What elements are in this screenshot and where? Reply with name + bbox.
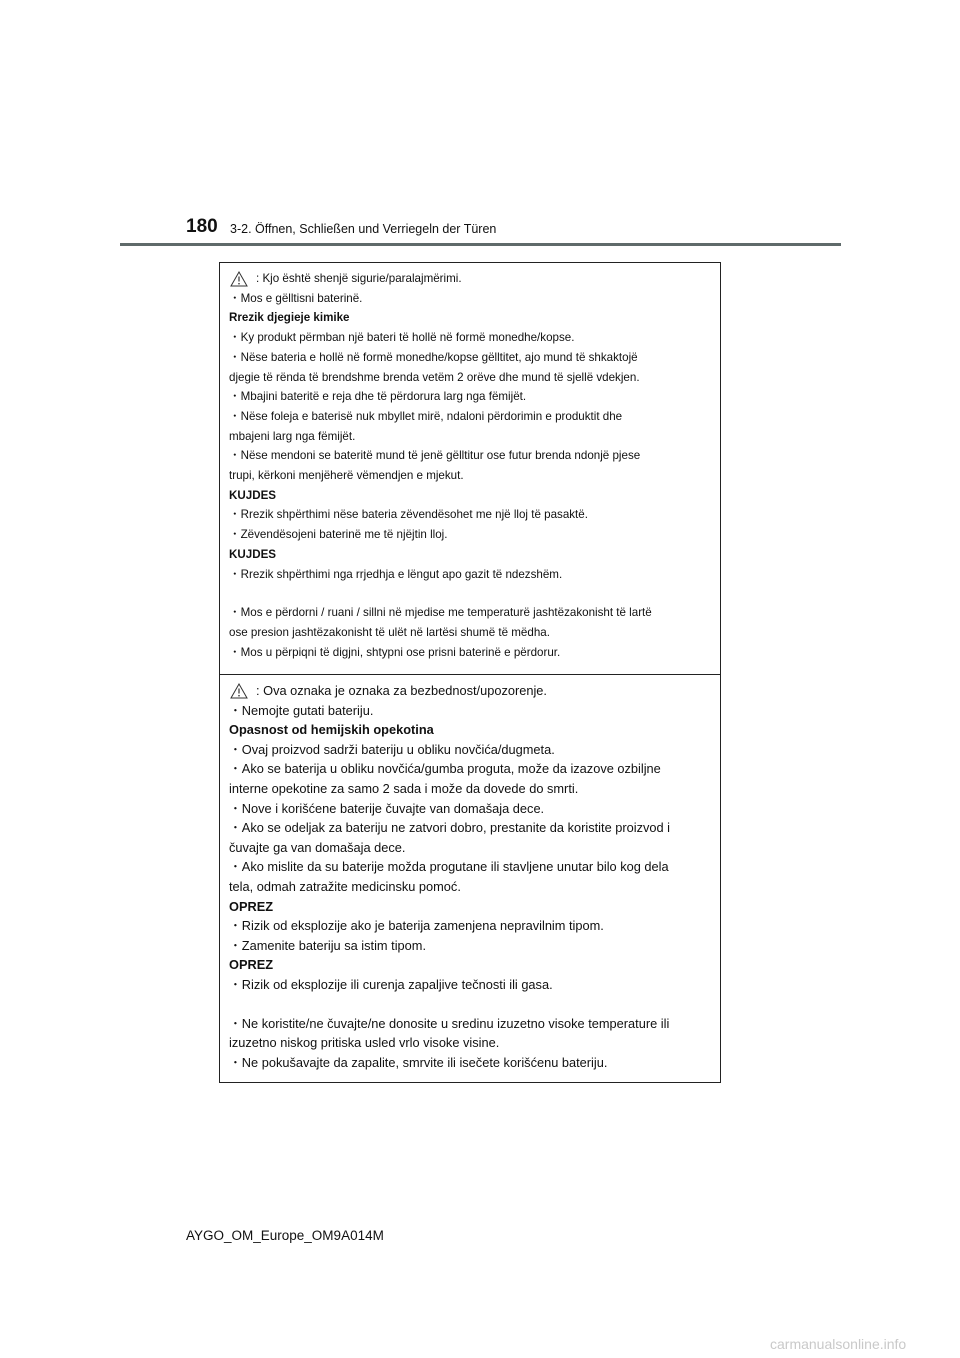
text-line: ・Mos e gëlltisni baterinë. (229, 291, 363, 305)
section-heading: OPREZ (229, 898, 274, 914)
text-line: mbajeni larg nga fëmijët. (229, 429, 356, 443)
section-heading: Rrezik djegieje kimike (229, 311, 350, 325)
text-line: ・Rrezik shpërthimi nëse bateria zëvendësohet me një lloj të pasaktë. (229, 508, 588, 522)
section-heading: Opasnost od hemijskih opekotina (229, 722, 434, 738)
warning-triangle-icon (230, 683, 248, 699)
section-heading: KUJDES (229, 547, 277, 561)
text-line: ・Ky produkt përmban një bateri të hollë në formë monedhe/kopse. (229, 331, 575, 345)
text-line: tela, odmah zatražite medicinsku pomoć. (229, 878, 461, 894)
serbian-lines (229, 701, 712, 1073)
text-line: ・Nëse foleja e baterisë nuk mbyllet mirë, ndaloni përdorimin e produktit dhe (229, 409, 623, 423)
warning-heading-text: : Ova oznaka je oznaka za bezbednost/upozorenje. (256, 683, 547, 698)
warning-heading-text: : Kjo është shenjë sigurie/paralajmërimi. (256, 272, 462, 285)
text-line: ・Zamenite bateriju sa istim tipom. (229, 937, 426, 953)
text-line: ・Mos u përpiqni të digjni, shtypni ose prisni baterinë e përdorur. (229, 645, 561, 659)
text-line: ・Mbajini bateritë e reja dhe të përdorura larg nga fëmijët. (229, 390, 527, 404)
text-line: ・Mos e përdorni / ruani / sillni në mjedise me temperaturë jashtëzakonisht të lartë (229, 606, 652, 620)
header-rule (120, 243, 841, 246)
text-line: ose presion jashtëzakonisht të ulët në lartësi shumë të mëdha. (229, 625, 550, 639)
text-line: djegie të rënda të brendshme brenda vetëm 2 orëve dhe mund të sjellë vdekjen. (229, 370, 640, 384)
warning-triangle-icon (230, 271, 248, 287)
warning-heading (229, 681, 712, 701)
warning-section-serbian (220, 675, 720, 1082)
text-line: ・Zëvendësojeni baterinë me të njëjtin lloj. (229, 528, 448, 542)
text-line: ・Ako se baterija u obliku novčića/gumba proguta, može da izazove ozbiljne (229, 761, 661, 777)
text-line: ・Nëse bateria e hollë në formë monedhe/kopse gëlltitet, ajo mund të shkaktojë (229, 350, 638, 364)
warning-box (219, 262, 721, 1083)
watermark: carmanualsonline.info (770, 1336, 907, 1352)
text-line: ・Ne pokušavajte da zapalite, smrvite ili isečete korišćenu bateriju. (229, 1054, 608, 1070)
text-line: ・Ako mislite da su baterije možda progutane ili stavljene unutar bilo kog dela (229, 859, 669, 875)
document-code: AYGO_OM_Europe_OM9A014M (186, 1228, 384, 1243)
text-line: ・Rrezik shpërthimi nga rrjedhja e lëngut apo gazit të ndezshëm. (229, 567, 563, 581)
text-line: ・Rizik od eksplozije ako je baterija zamenjena nepravilnim tipom. (229, 918, 604, 934)
section-heading: OPREZ (229, 957, 274, 973)
warning-section-albanian (220, 263, 720, 675)
text-line: ・Ovaj proizvod sadrži bateriju u obliku novčića/dugmeta. (229, 741, 555, 757)
page-number: 180 (186, 216, 218, 237)
section-title: 3-2. Öffnen, Schließen und Verriegeln der Türen (230, 222, 497, 236)
spacer (229, 995, 712, 1014)
text-line: interne opekotine za samo 2 sada i može da dovede do smrti. (229, 780, 579, 796)
text-line: ・Ne koristite/ne čuvajte/ne donosite u sredinu izuzetno visoke temperature ili (229, 1015, 670, 1031)
text-line: ・Rizik od eksplozije ili curenja zapaljive tečnosti ili gasa. (229, 976, 553, 992)
text-line: čuvajte ga van domašaja dece. (229, 839, 406, 855)
warning-heading (229, 269, 712, 289)
section-heading: KUJDES (229, 488, 277, 502)
spacer (229, 584, 712, 603)
text-line: izuzetno niskog pritiska usled vrlo visoke visine. (229, 1035, 500, 1051)
text-line: ・Nove i korišćene baterije čuvajte van domašaja dece. (229, 800, 545, 816)
text-line: ・Nëse mendoni se bateritë mund të jenë gëlltitur ose futur brenda ndonjë pjese (229, 449, 641, 463)
text-line: ・Ako se odeljak za bateriju ne zatvori dobro, prestanite da koristite proizvod i (229, 820, 671, 836)
text-line: ・Nemojte gutati bateriju. (229, 702, 374, 718)
text-line: trupi, kërkoni menjëherë vëmendjen e mjekut. (229, 469, 464, 483)
albanian-lines (229, 289, 712, 663)
